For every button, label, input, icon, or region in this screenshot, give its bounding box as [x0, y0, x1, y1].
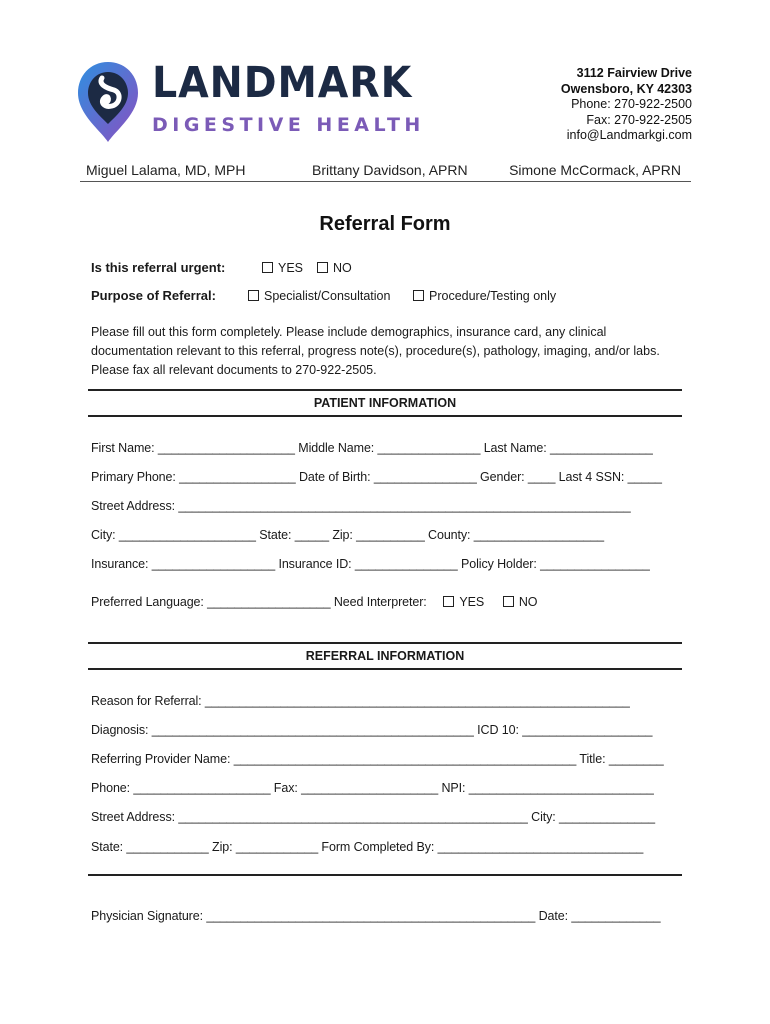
referral-reason-field[interactable]: Reason for Referral: ______________________________________________________________	[91, 694, 630, 708]
language-interpreter-label: Preferred Language: __________________ Need Interpreter:	[91, 595, 427, 609]
checkbox-icon[interactable]	[248, 290, 259, 301]
address-email: info@Landmarkgi.com	[566, 128, 692, 142]
checkbox-icon[interactable]	[503, 596, 514, 607]
patient-address-field[interactable]: Street Address: __________________________________________________________________	[91, 499, 631, 513]
address-phone: Phone: 270-922-2500	[571, 97, 692, 111]
landmark-logo-icon	[76, 60, 140, 144]
purpose-specialist-option[interactable]	[248, 289, 390, 303]
address-street: 3112 Fairview Drive	[576, 66, 692, 80]
urgent-no-option[interactable]	[317, 261, 352, 275]
urgent-yes-label: YES	[278, 261, 304, 275]
provider-name: Miguel Lalama, MD, MPH	[86, 162, 246, 178]
section-divider	[88, 874, 682, 876]
referral-state-zip-fields[interactable]: State: ____________ Zip: ____________ Form Completed By: ______________________________	[91, 840, 644, 854]
urgent-no-label: NO	[333, 261, 352, 275]
provider-list	[80, 161, 691, 182]
address-city: Owensboro, KY 42303	[560, 81, 692, 96]
form-title: Referral Form	[319, 213, 451, 235]
clinic-address-block	[561, 66, 692, 144]
referral-contact-fields[interactable]: Phone: ____________________ Fax: ____________________ NPI: ___________________________	[91, 781, 654, 795]
referring-provider-fields[interactable]: Referring Provider Name: __________________________________________________ Title: ________	[91, 752, 664, 766]
referral-info-heading: REFERRAL INFORMATION	[88, 642, 682, 670]
checkbox-icon[interactable]	[443, 596, 454, 607]
interpreter-yes-label: YES	[459, 595, 485, 609]
checkbox-icon[interactable]	[317, 262, 328, 273]
patient-city-fields[interactable]: City: ____________________ State: _____ Zip: __________ County: ___________________	[91, 528, 604, 542]
logo-wordmark: LANDMARK	[152, 58, 413, 108]
provider-name: Brittany Davidson, APRN	[312, 162, 468, 178]
patient-language-field[interactable]	[91, 595, 537, 609]
patient-insurance-fields[interactable]: Insurance: __________________ Insurance ID: _______________ Policy Holder: ________________	[91, 557, 650, 571]
form-instructions: Please fill out this form completely. Please include demographics, insurance card, any clinical documentation relevant to this referral, progress note(s), procedure(s), pathology, imaging, and/or labs. Please fax all relevant documents to 270-922-2505.	[91, 325, 660, 377]
physician-signature-field[interactable]: Physician Signature: ________________________________________________ Date: _____________	[91, 909, 661, 923]
checkbox-icon[interactable]	[413, 290, 424, 301]
interpreter-no-label: NO	[518, 595, 538, 609]
patient-phone-dob-fields[interactable]: Primary Phone: _________________ Date of Birth: _______________ Gender: ____ Last 4 SSN: _____	[91, 470, 662, 484]
urgent-label: Is this referral urgent:	[91, 260, 226, 275]
urgent-yes-option[interactable]	[262, 261, 303, 275]
referral-diagnosis-fields[interactable]: Diagnosis: _______________________________________________ ICD 10: ___________________	[91, 723, 653, 737]
purpose-procedure-label: Procedure/Testing only	[429, 289, 557, 303]
checkbox-icon[interactable]	[262, 262, 273, 273]
provider-name: Simone McCormack, APRN	[509, 162, 681, 178]
purpose-label: Purpose of Referral:	[91, 288, 216, 303]
referral-address-fields[interactable]: Street Address: ___________________________________________________ City: ______________	[91, 810, 655, 824]
purpose-specialist-label: Specialist/Consultation	[264, 289, 391, 303]
patient-name-fields[interactable]: First Name: ____________________ Middle Name: _______________ Last Name: _______________	[91, 441, 653, 455]
address-fax: Fax: 270-922-2505	[586, 112, 692, 127]
logo-tagline: DIGESTIVE HEALTH	[152, 114, 425, 136]
purpose-procedure-option[interactable]	[413, 289, 556, 303]
patient-info-heading: PATIENT INFORMATION	[88, 389, 682, 417]
